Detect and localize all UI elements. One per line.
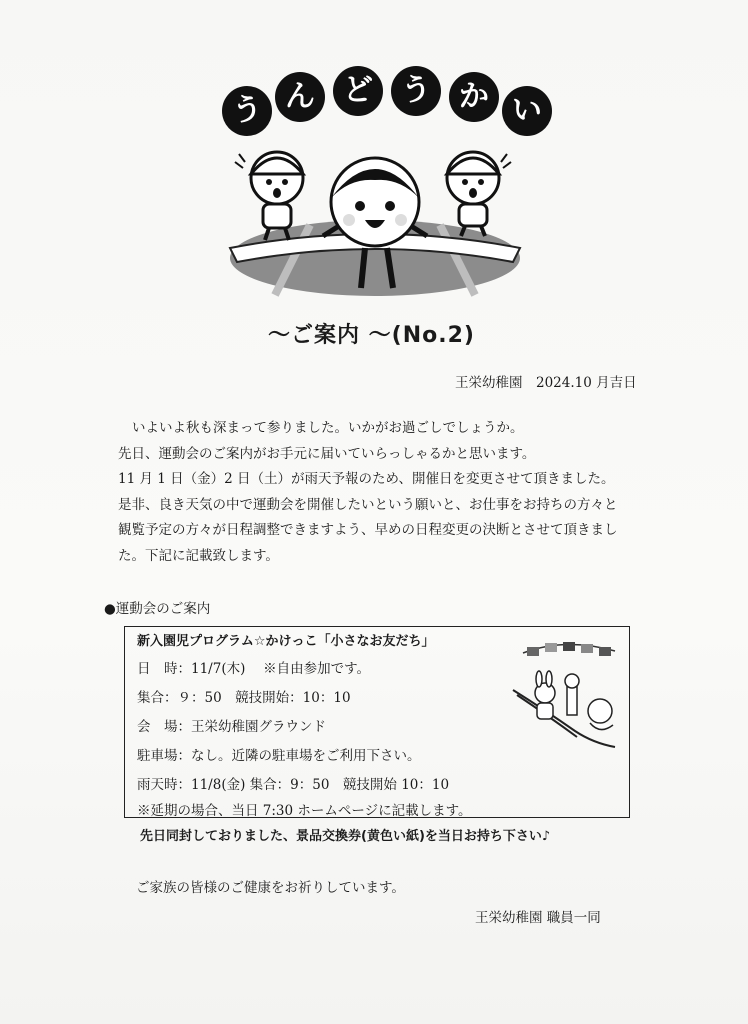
section-heading: ●運動会のご案内: [104, 601, 211, 617]
body-text: [118, 416, 643, 569]
program-postpone-note: ※延期の場合、当日 7:30 ホームページに記載します。: [137, 803, 472, 819]
title-char: う: [222, 86, 272, 136]
title-char: か: [449, 72, 499, 122]
program-times: 集合：９：50 競技開始：10：10: [137, 690, 351, 706]
dateline: 王栄幼稚園 2024.10 月吉日: [455, 375, 637, 391]
program-title: 新入園児プログラム☆かけっこ「小さなお友だち」: [137, 634, 435, 649]
body-line: 先日、運動会のご案内がお手元に届いていらっしゃるかと思います。: [118, 445, 536, 462]
animals-relay-illustration: [505, 635, 625, 753]
title-char: い: [502, 86, 552, 136]
body-line: いよいよ秋も深まって参りました。いかがお過ごしでしょうか。: [132, 420, 524, 436]
notice-text: 先日同封しておりました、景品交換券(黄色い紙)を当日お持ち下さい♪: [140, 829, 551, 844]
body-line: た。下記に記載致します。: [118, 547, 279, 564]
body-line: 観覧予定の方々が日程調整できますよう、早めの日程変更の決断とさせて頂きまし: [118, 522, 618, 538]
subtitle: ～ご案内 ～(No.2): [268, 323, 475, 348]
body-line: 是非、良き天気の中で運動会を開催したいという願いと、お仕事をお持ちの方々と: [118, 496, 618, 513]
title-char: ん: [275, 72, 325, 122]
running-kids-illustration: [215, 140, 535, 310]
program-date: 日 時：11/7(木) ※自由参加です。: [137, 661, 371, 677]
program-parking: 駐車場：なし。近隣の駐車場をご利用下さい。: [137, 748, 421, 764]
program-rain-date: 雨天時：11/8(金) 集合：9：50 競技開始 10：10: [137, 777, 450, 793]
closing-text: ご家族の皆様のご健康をお祈りしています。: [136, 880, 405, 896]
title-banner: [222, 72, 552, 142]
title-char: ど: [333, 66, 383, 116]
signature: 王栄幼稚園 職員一同: [475, 910, 601, 926]
program-box: [124, 626, 630, 818]
title-char: う: [391, 66, 441, 116]
program-venue: 会 場：王栄幼稚園グラウンド: [137, 719, 326, 735]
body-line: 11 月 1 日（金）2 日（土）が雨天予報のため、開催日を変更させて頂きました。: [118, 471, 615, 487]
